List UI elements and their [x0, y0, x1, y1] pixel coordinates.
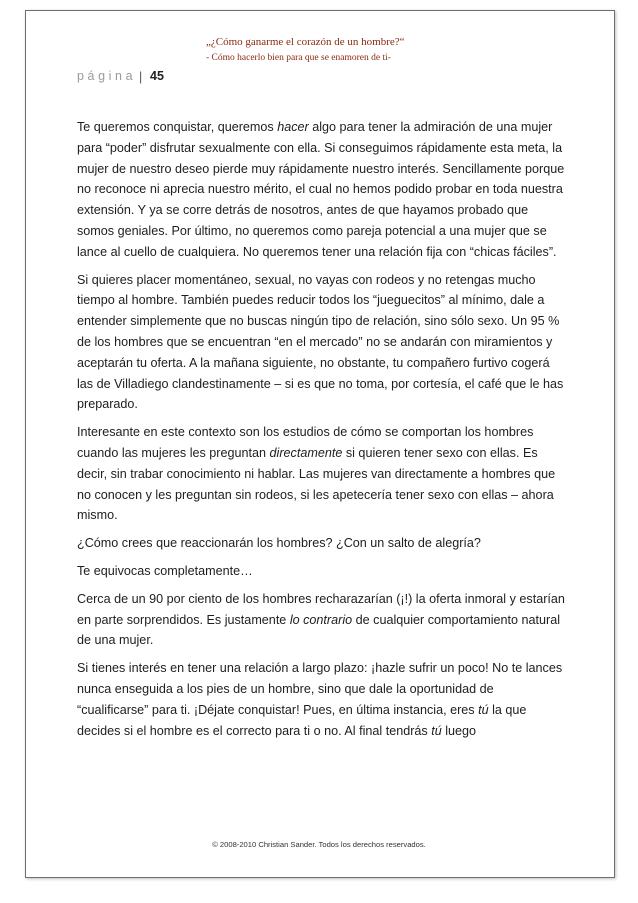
text-run: si quieren tener sexo con ellas. Es decir, sin trabar conocimiento ni hablar. Las mujeres van directamente a hombres que no conocen y les preguntan sin rodeos, si les apetecería tener sexo con ellas – ahora mismo. [77, 445, 556, 523]
header-subtitle: - Cómo hacerlo bien para que se enamoren de ti- [206, 53, 391, 63]
text-run: algo para tener la admiración de una mujer para “poder” disfrutar sexualmente con ella. Si conseguimos rápidamente esta meta, la mujer de nuestro deseo pierde muy rápidamente nuestro interés. Sencillamente porque no reconoce ni aprecia nuestro mérito, el cual no hemos podido probar en toda nuestra extensión. Y ya se corre detrás de nosotros, antes de que hayamos probado que somos geniales. Por último, no queremos como pareja potencial a una mujer que se lance al cuello de cualquiera. No queremos tener una relación fija con “chicas fáciles”. [77, 120, 565, 259]
paragraph [77, 658, 567, 741]
text-run: Interesante en este contexto son los estudios de cómo se comportan los hombres cuando las mujeres les preguntan [77, 425, 534, 460]
text-run: la que decides si el hombre es el correcto para ti o no. Al final tendrás [77, 702, 527, 738]
emphasis-text: tú [478, 702, 489, 717]
emphasis-text: tú [431, 723, 442, 738]
paragraph [77, 589, 567, 651]
text-run: de cualquier comportamiento natural de una mujer. [77, 612, 561, 648]
page-label: página [77, 69, 137, 83]
paragraph [77, 561, 567, 582]
text-run: Te equivocas completamente… [77, 563, 253, 578]
text-run: Cerca de un 90 por ciento de los hombres recharazarían (¡!) la oferta inmoral y estarían en parte sorprendidos. Es justamente [77, 591, 565, 627]
emphasis-text: hacer [277, 120, 309, 134]
paragraph [77, 270, 567, 416]
text-run: Te queremos conquistar, queremos [77, 120, 278, 134]
text-run: ¿Cómo crees que reaccionarán los hombres? ¿Con un salto de alegría? [77, 536, 481, 551]
text-run: Si tienes interés en tener una relación a largo plazo: ¡hazle sufrir un poco! No te lances nunca enseguida a los pies de un hombre, sino que dale la oportunidad de “cualificarse” para ti. ¡Déjate conquistar! Pues, en última instancia, eres [77, 661, 563, 717]
paragraph [77, 533, 567, 554]
footer-copyright: © 2008-2010 Christian Sander. Todos los derechos reservados. [212, 840, 426, 849]
text-run: Si quieres placer momentáneo, sexual, no vayas con rodeos y no retengas mucho tiempo al hombre. También puedes reducir todos los “jueguecitos” al mínimo, dale a entender simplemente que no buscas ningún tipo de relación, sino sólo sexo. Un 95 % de los hombres que se encuentran “en el mercado” no se andarán con miramientos y aceptarán tu oferta. A la mañana siguiente, no obstante, tu compañero furtivo cogerá las de Villadiego clandestinamente – si es que no toma, por cortesía, el café que le has preparado. [77, 272, 564, 412]
text-run: luego [441, 723, 477, 738]
paragraph [77, 422, 567, 526]
body-text [77, 117, 567, 748]
paragraph [77, 117, 567, 263]
page-separator: | [139, 70, 143, 84]
header-title: „¿Cómo ganarme el corazón de un hombre?“ [206, 36, 405, 48]
page-number: 45 [150, 69, 164, 83]
emphasis-text: lo contrario [289, 612, 353, 627]
emphasis-text: directamente [269, 445, 343, 460]
